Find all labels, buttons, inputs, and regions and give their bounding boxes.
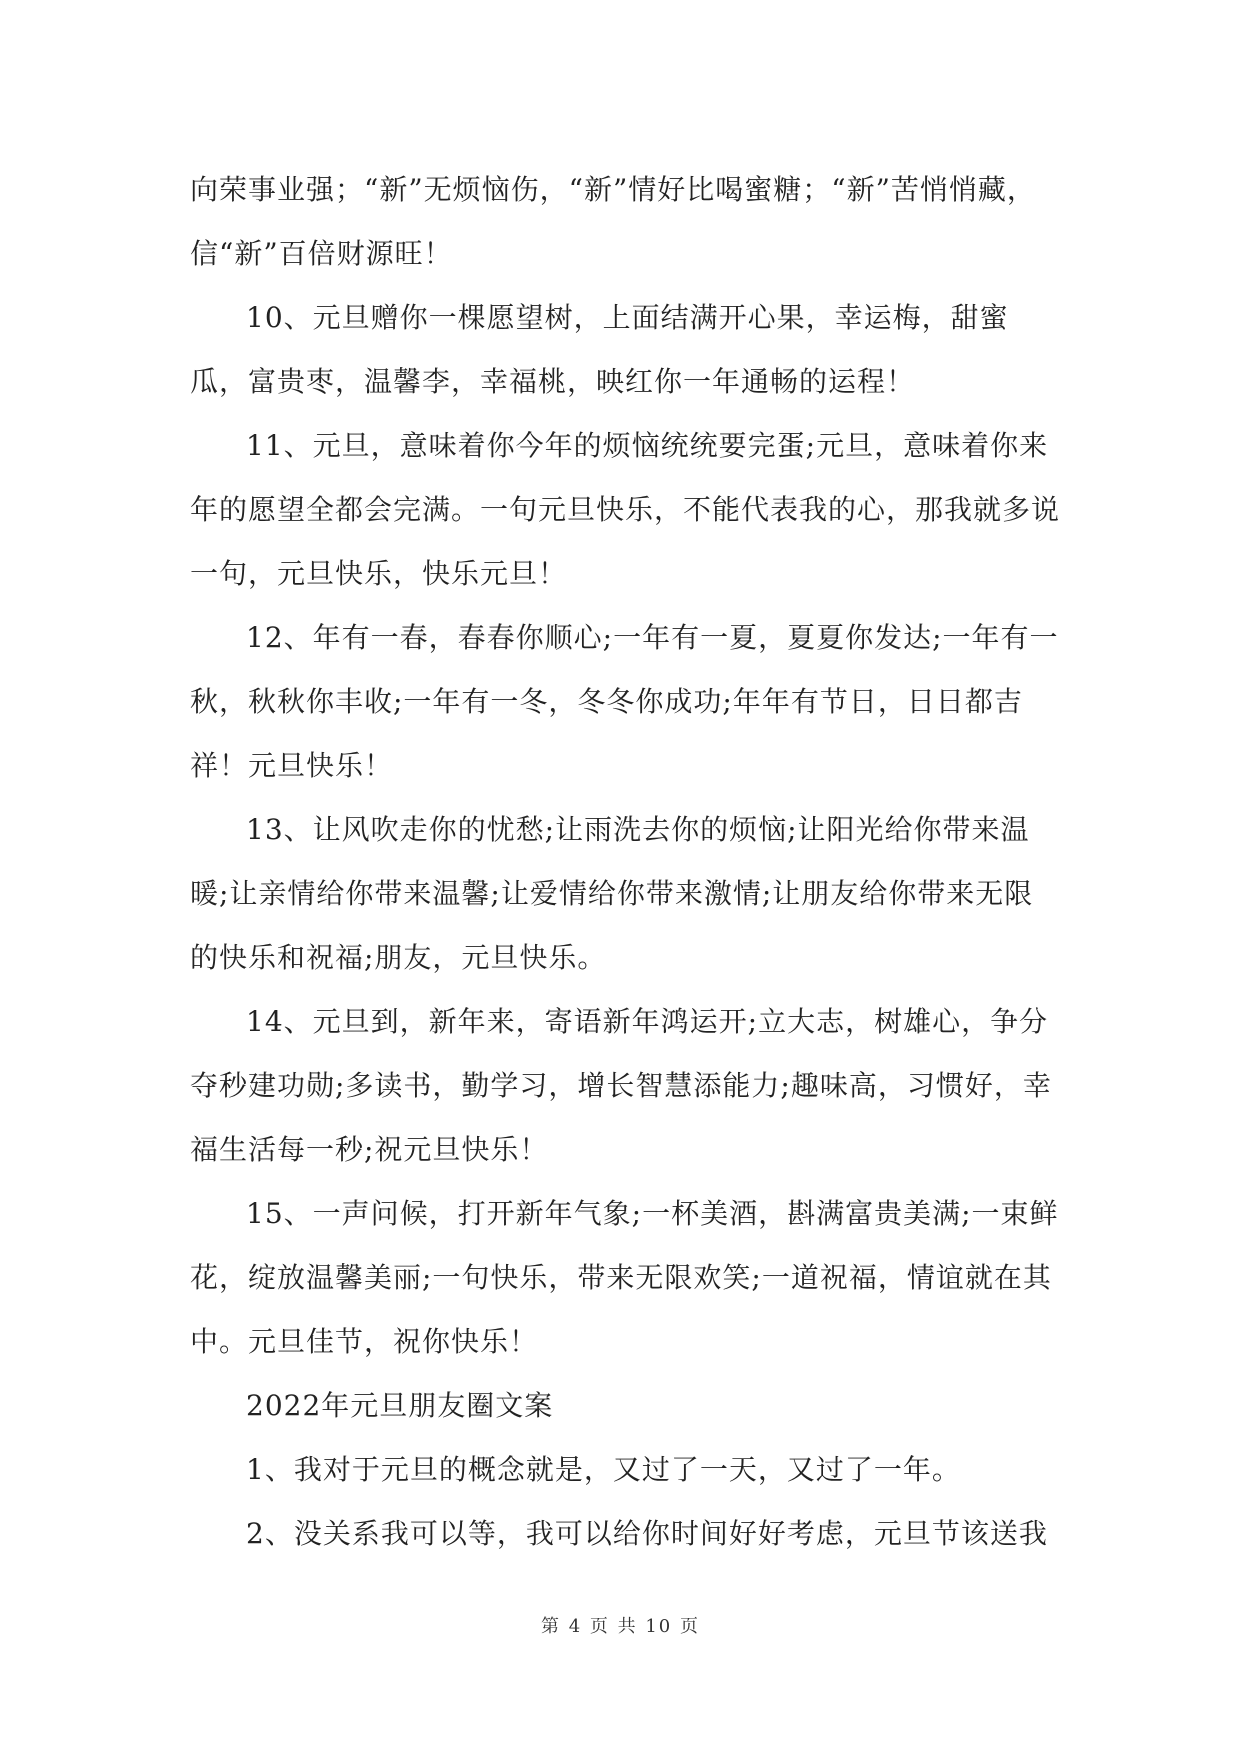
paragraph-continuation: 向荣事业强；“新”无烦恼伤，“新”情好比喝蜜糖；“新”苦悄悄藏，信“新”百倍财源旺！ <box>190 173 1036 270</box>
paragraph-item-13: 13、让风吹走你的忧愁;让雨洗去你的烦恼;让阳光给你带来温暖;让亲情给你带来温馨;让爱情给你带来激情;让朋友给你带来无限的快乐和祝福;朋友，元旦快乐。 <box>190 813 1034 974</box>
paragraph-item-12: 12、年有一春，春春你顺心;一年有一夏，夏夏你发达;一年有一秋，秋秋你丰收;一年有一冬，冬冬你成功;年年有节日，日日都吉祥！元旦快乐！ <box>190 621 1059 782</box>
paragraph-item-15: 15、一声问候，打开新年气象;一杯美酒，斟满富贵美满;一束鲜花，绽放温馨美丽;一句快乐，带来无限欢笑;一道祝福，情谊就在其中。元旦佳节，祝你快乐！ <box>190 1197 1059 1358</box>
page-footer: 第 4 页 共 10 页 <box>541 1616 700 1637</box>
paragraph-item-2: 2、没关系我可以等，我可以给你时间好好考虑，元旦节该送我 <box>246 1517 1048 1550</box>
document-body <box>190 158 1060 1566</box>
paragraph-item-14: 14、元旦到，新年来，寄语新年鸿运开;立大志，树雄心，争分夺秒建功勋;多读书，勤学习，增长智慧添能力;趣味高，习惯好，幸福生活每一秒;祝元旦快乐！ <box>190 1005 1052 1166</box>
section-heading: 2022年元旦朋友圈文案 <box>246 1389 554 1422</box>
paragraph-item-11: 11、元旦，意味着你今年的烦恼统统要完蛋;元旦，意味着你来年的愿望全都会完满。一句元旦快乐，不能代表我的心，那我就多说一句，元旦快乐，快乐元旦！ <box>190 429 1061 590</box>
paragraph-item-1: 1、我对于元旦的概念就是，又过了一天，又过了一年。 <box>246 1453 961 1486</box>
paragraph-item-10: 10、元旦赠你一棵愿望树，上面结满开心果，幸运梅，甜蜜瓜，富贵枣，温馨李，幸福桃，映红你一年通畅的运程！ <box>190 301 1009 398</box>
